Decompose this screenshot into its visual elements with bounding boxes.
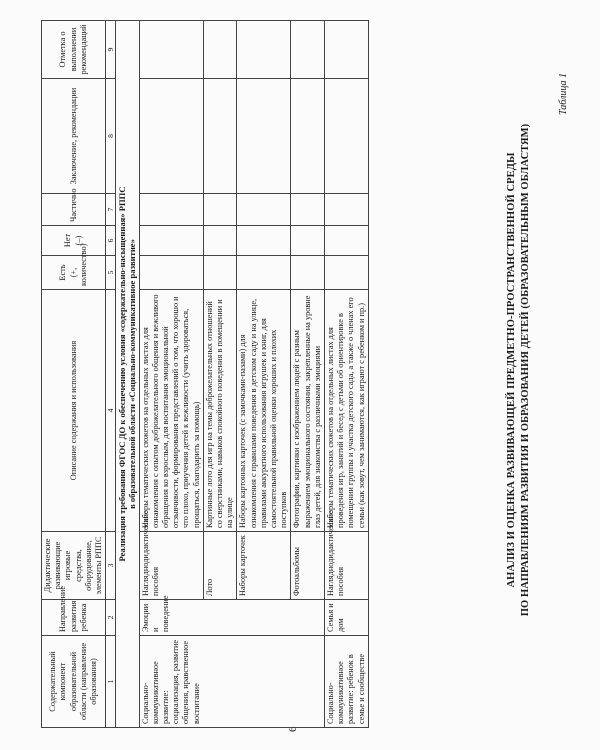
section-heading-line-2: в образовательной области «Социально-коммуникативное развитие» xyxy=(127,239,138,509)
document-title-line-1: АНАЛИЗ И ОЦЕНКА РАЗВИВАЮЩЕЙ ПРЕДМЕТНО-ПРОСТРАНСТВЕННОЙ СРЕДЫ xyxy=(506,152,517,588)
component-cell: Социально-коммуникативное развитие: социализация, развитие общения, нравственное воспитание xyxy=(139,636,324,728)
header-absent: Нет (–) xyxy=(42,226,106,256)
partial-cell xyxy=(237,194,291,226)
conclusion-cell xyxy=(237,79,291,194)
header-direction: Направление развития ребенка xyxy=(42,600,106,636)
absent-cell xyxy=(325,226,369,256)
page-number: 6 xyxy=(287,726,299,732)
header-completion-mark: Отметка о выполнении рекомендаций xyxy=(42,21,106,79)
description-cell: Наборы картонных карточек (с замочками-пазами) для ознакомления с правилами поведения в детском саду и на улице, правилами аккуратного использования игрушек и книг, для самостоятельной правильной оценки хороших и плохих поступков xyxy=(237,290,291,532)
table-row xyxy=(325,21,369,728)
description-cell: Наборы тематических сюжетов на отдельных листах для ознакомления с опытом доброжелательного общения и вежливого обращения ко взрослым, для воспитания эмоциональной отзывчивости, формирования представлений о том, что хорошо и что плохо, приучения детей к вежливости (учить здороваться, прощаться, благодарить за помощь) xyxy=(139,290,203,532)
header-partial: Частично xyxy=(42,194,106,226)
header-tools: Дидактические развивающие игровые средства, оборудование, элементы РППС xyxy=(42,532,106,600)
completion-cell xyxy=(203,21,237,79)
component-cell: Социально-коммуникативное развитие: ребенок в семье и сообществе xyxy=(325,636,369,728)
completion-cell xyxy=(139,21,203,79)
column-number: 8 xyxy=(106,79,116,194)
description-cell: Наборы тематических сюжетов на отдельных листах для проведения игр, занятий и бесед с детьми об ориентировке в помещении группы и участка детского сада, а также о членах его семьи (как зовут, чем занимаются, как играют с ребенком и пр.) xyxy=(325,290,369,532)
column-number: 7 xyxy=(106,194,116,226)
direction-cell: Семья и дом xyxy=(325,600,369,636)
column-number: 2 xyxy=(106,600,116,636)
present-cell xyxy=(291,256,325,290)
partial-cell xyxy=(325,194,369,226)
description-cell: Картинные лото для игр на темы доброжелательных отношений со сверстниками, навыков спокойного поведения в помещении и на улице xyxy=(203,290,237,532)
header-component: Содержательный компонент образовательной области (направление образования) xyxy=(42,636,106,728)
present-cell xyxy=(139,256,203,290)
column-number: 4 xyxy=(106,290,116,532)
column-number-row xyxy=(106,21,116,728)
conclusion-cell xyxy=(325,79,369,194)
column-number: 5 xyxy=(106,256,116,290)
table-row xyxy=(139,21,203,728)
tool-cell: Нагляднодидактические пособия xyxy=(139,532,203,600)
document-title-line-2: ПО НАПРАВЛЕНИЯМ РАЗВИТИЯ И ОБРАЗОВАНИЯ ДЕТЕЙ (ОБРАЗОВАТЕЛЬНЫМ ОБЛАСТЯМ) xyxy=(520,123,531,617)
absent-cell xyxy=(291,226,325,256)
absent-cell xyxy=(139,226,203,256)
table-label: Таблица 1 xyxy=(558,73,569,115)
header-conclusion: Заключение, рекомендации xyxy=(42,79,106,194)
section-heading xyxy=(116,21,139,728)
header-description: Описание содержания и использования xyxy=(42,290,106,532)
column-number: 6 xyxy=(106,226,116,256)
table-header-row xyxy=(42,21,106,728)
header-present: Есть (+, количество) xyxy=(42,256,106,290)
absent-cell xyxy=(203,226,237,256)
tool-cell: Лото xyxy=(203,532,237,600)
column-number: 1 xyxy=(106,636,116,728)
completion-cell xyxy=(237,21,291,79)
partial-cell xyxy=(203,194,237,226)
conclusion-cell xyxy=(203,79,237,194)
present-cell xyxy=(237,256,291,290)
analysis-table xyxy=(41,20,369,728)
tool-cell: Нагляднодидактические пособия xyxy=(325,532,369,600)
direction-cell: Эмоции и поведение xyxy=(139,600,324,636)
present-cell xyxy=(203,256,237,290)
completion-cell xyxy=(325,21,369,79)
column-number: 9 xyxy=(106,21,116,79)
partial-cell xyxy=(291,194,325,226)
conclusion-cell xyxy=(139,79,203,194)
tool-cell: Фотоальбомы xyxy=(291,532,325,600)
description-cell: Фотографии, картинки с изображением людей с разным выражением эмоционального состояния, закрепленные на уровне глаз детей, для знакомства с различными эмоциями xyxy=(291,290,325,532)
tool-cell: Наборы карточек xyxy=(237,532,291,600)
absent-cell xyxy=(237,226,291,256)
completion-cell xyxy=(291,21,325,79)
partial-cell xyxy=(139,194,203,226)
column-number: 3 xyxy=(106,532,116,600)
section-heading-line-1: Реализация требования ФГОС ДО к обеспечению условия «содержательно-насыщенная» РППС xyxy=(117,186,128,562)
present-cell xyxy=(325,256,369,290)
section-heading-row xyxy=(116,21,139,728)
conclusion-cell xyxy=(291,79,325,194)
